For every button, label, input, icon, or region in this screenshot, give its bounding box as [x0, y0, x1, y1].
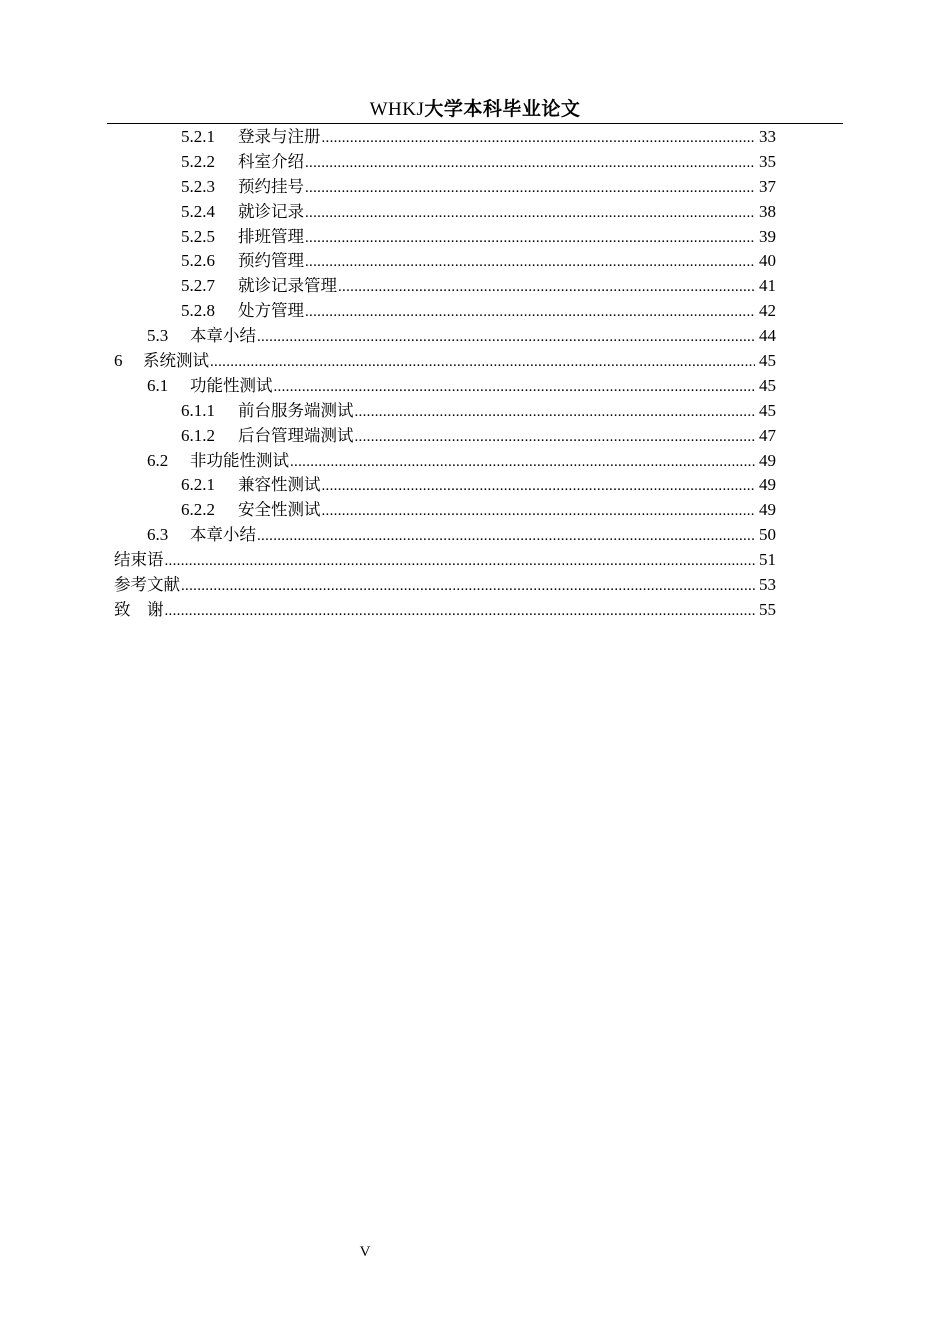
- toc-entry-number: 6.2.2: [181, 500, 215, 520]
- toc-entry-title: 科室介绍: [238, 151, 304, 171]
- toc-dot-leader: [210, 350, 755, 375]
- toc-entry[interactable]: [114, 548, 776, 573]
- toc-entry-page: 49: [759, 500, 776, 520]
- toc-entry-number: 6.1: [147, 375, 169, 395]
- toc-entry-page: 44: [759, 326, 776, 346]
- toc-entry-title: 安全性测试: [238, 500, 321, 520]
- toc-entry-number: 5.2.1: [181, 127, 215, 146]
- toc-entry-title: 系统测试: [143, 351, 209, 371]
- toc-entry-page: 35: [759, 151, 776, 171]
- table-of-contents: [114, 125, 776, 623]
- toc-entry-page: 41: [759, 276, 776, 296]
- toc-entry[interactable]: [114, 374, 776, 399]
- toc-dot-leader: [355, 400, 756, 425]
- toc-entry[interactable]: [114, 598, 776, 623]
- toc-entry-title: 结束语: [114, 550, 164, 570]
- toc-dot-leader: [355, 425, 756, 450]
- header-cjk-title: 大学本科毕业论文: [424, 98, 581, 120]
- toc-entry[interactable]: [114, 150, 776, 175]
- toc-entry-title: 功能性测试: [190, 375, 273, 395]
- toc-entry-title: 就诊记录: [238, 201, 304, 221]
- toc-dot-leader: [165, 549, 756, 574]
- toc-dot-leader: [338, 275, 755, 300]
- toc-entry-number: 6.2.1: [181, 475, 215, 495]
- toc-entry[interactable]: [114, 225, 776, 250]
- toc-dot-leader: [322, 126, 756, 151]
- toc-entry-title: 参考文献: [114, 575, 180, 595]
- toc-entry-number: 5.2.4: [181, 201, 215, 221]
- toc-entry-title: 就诊记录管理: [238, 276, 337, 296]
- toc-entry-number: 5.2.8: [181, 301, 215, 321]
- toc-entry-number: 5.2.6: [181, 251, 215, 271]
- toc-entry-page: 42: [759, 301, 776, 321]
- toc-entry-title: 预约挂号: [238, 176, 304, 196]
- toc-entry-page: 45: [759, 400, 776, 420]
- toc-entry-title: 致 谢: [114, 599, 164, 619]
- toc-dot-leader: [322, 474, 756, 499]
- toc-entry[interactable]: [114, 200, 776, 225]
- toc-entry-number: 5.2.7: [181, 276, 215, 296]
- toc-entry[interactable]: [114, 573, 776, 598]
- toc-dot-leader: [305, 151, 755, 176]
- toc-entry[interactable]: [114, 175, 776, 200]
- toc-entry[interactable]: [114, 424, 776, 449]
- toc-dot-leader: [181, 574, 755, 599]
- toc-entry-page: 33: [759, 127, 776, 146]
- toc-dot-leader: [165, 599, 756, 624]
- toc-entry[interactable]: [114, 399, 776, 424]
- toc-dot-leader: [257, 325, 755, 350]
- toc-entry-title: 处方管理: [238, 301, 304, 321]
- toc-entry[interactable]: [114, 324, 776, 349]
- toc-dot-leader: [305, 250, 755, 275]
- toc-entry-title: 本章小结: [190, 326, 256, 346]
- toc-entry-number: 6.1.1: [181, 400, 215, 420]
- toc-dot-leader: [290, 450, 755, 475]
- toc-entry-title: 预约管理: [238, 251, 304, 271]
- toc-entry-title: 前台服务端测试: [238, 400, 354, 420]
- toc-entry-number: 6: [114, 351, 123, 371]
- toc-entry-number: 5.2.3: [181, 176, 215, 196]
- toc-entry[interactable]: [114, 449, 776, 474]
- toc-dot-leader: [305, 226, 755, 251]
- toc-entry[interactable]: [114, 473, 776, 498]
- toc-entry-page: 40: [759, 251, 776, 271]
- page-header: [107, 96, 843, 124]
- toc-entry-page: 45: [759, 351, 776, 371]
- toc-entry-title: 非功能性测试: [190, 450, 289, 470]
- toc-entry[interactable]: [114, 498, 776, 523]
- toc-entry-title: 本章小结: [190, 525, 256, 545]
- toc-entry-number: 6.3: [147, 525, 169, 545]
- toc-entry-page: 49: [759, 450, 776, 470]
- toc-entry-page: 38: [759, 201, 776, 221]
- toc-entry[interactable]: [114, 523, 776, 548]
- header-latin-title: WHKJ: [369, 99, 425, 120]
- toc-dot-leader: [305, 201, 755, 226]
- toc-dot-leader: [305, 300, 755, 325]
- toc-entry-number: 5.2.5: [181, 226, 215, 246]
- toc-entry[interactable]: [114, 249, 776, 274]
- toc-entry[interactable]: [114, 125, 776, 150]
- toc-entry-title: 兼容性测试: [238, 475, 321, 495]
- toc-entry-page: 55: [759, 599, 776, 619]
- toc-entry-page: 53: [759, 575, 776, 595]
- toc-entry-page: 45: [759, 375, 776, 395]
- toc-entry-title: 排班管理: [238, 226, 304, 246]
- toc-entry-title: 登录与注册: [238, 127, 321, 146]
- toc-entry[interactable]: [114, 299, 776, 324]
- toc-dot-leader: [257, 524, 755, 549]
- toc-dot-leader: [274, 375, 756, 400]
- toc-dot-leader: [322, 499, 756, 524]
- toc-entry-page: 49: [759, 475, 776, 495]
- toc-entry-page: 37: [759, 176, 776, 196]
- toc-entry-page: 39: [759, 226, 776, 246]
- toc-entry-page: 50: [759, 525, 776, 545]
- toc-entry-number: 6.2: [147, 450, 169, 470]
- toc-entry-title: 后台管理端测试: [238, 425, 354, 445]
- toc-entry-number: 5.3: [147, 326, 169, 346]
- toc-entry-number: 5.2.2: [181, 151, 215, 171]
- toc-dot-leader: [305, 176, 755, 201]
- toc-entry[interactable]: [114, 349, 776, 374]
- toc-entry[interactable]: [114, 274, 776, 299]
- toc-entry-number: 6.1.2: [181, 425, 215, 445]
- toc-entry-page: 51: [759, 550, 776, 570]
- page-number-footer: V: [359, 1244, 371, 1260]
- toc-entry-page: 47: [759, 425, 776, 445]
